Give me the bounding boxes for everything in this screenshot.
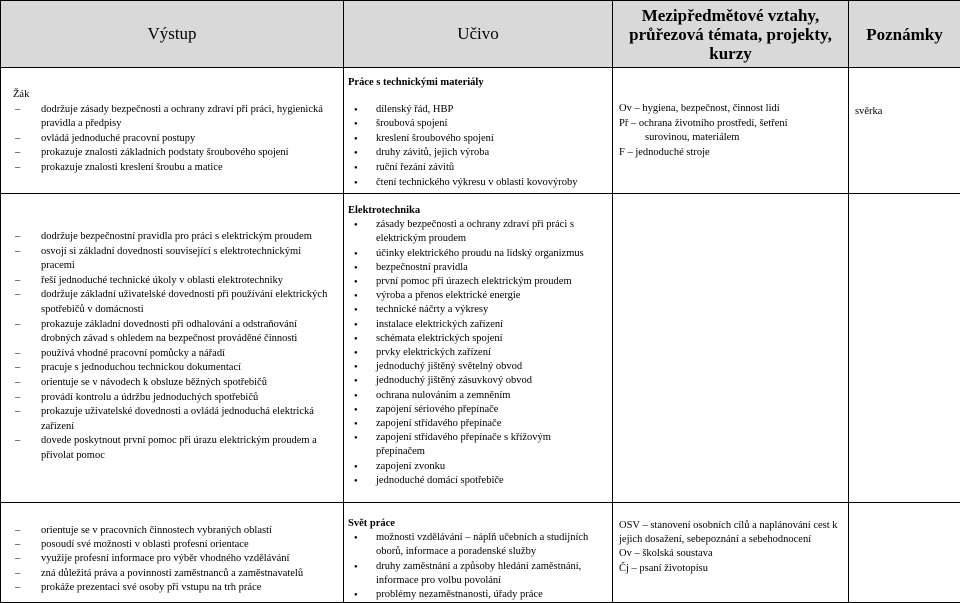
row2-topic-list — [348, 218, 598, 488]
list-item: ● instalace elektrických zařízení — [348, 318, 598, 332]
header-poznamky: Poznámky — [849, 1, 960, 68]
list-item: ● zapojení sériového přepínače — [348, 403, 598, 417]
row2-notes-cell — [849, 194, 960, 503]
row3-topics-cell — [344, 503, 613, 603]
list-item: ● technické náčrty a výkresy — [348, 303, 598, 317]
list-item: ● druhy závitů, jejich výroba — [348, 146, 612, 161]
header-vystup: Výstup — [1, 1, 344, 68]
list-item: ● účinky elektrického proudu na lidský organizmus — [348, 247, 598, 261]
list-item: ● ruční řezání závitů — [348, 161, 612, 176]
relation-item: Př – ochrana životního prostředí, šetření surovinou, materiálem — [619, 117, 834, 146]
list-item: – prokazuje znalosti základních podstaty šroubového spojení — [13, 146, 343, 161]
list-item: ● zapojení střídavého přepínače s křížovým přepínačem — [348, 431, 598, 459]
row3-outcome-list — [13, 524, 343, 595]
header-mezipredmetove: Mezipředmětové vztahy, průřezová témata, projekty, kurzy — [613, 1, 849, 68]
list-item: ● šroubová spojení — [348, 117, 612, 132]
row-electrotechnics — [1, 194, 960, 503]
list-item: ● výroba a přenos elektrické energie — [348, 289, 598, 303]
row2-outcome-list — [13, 230, 335, 464]
row3-relations-cell — [613, 503, 849, 603]
row1-outcome-list — [13, 103, 343, 176]
row2-relations-cell — [613, 194, 849, 503]
list-item: – osvojí si základní dovednosti související s elektrotechnickými pracemi — [13, 245, 335, 274]
relation-item: Ov – hygiena, bezpečnost, činnost lidí — [619, 102, 834, 117]
list-item: – prokáže prezentaci své osoby při vstupu na trh práce — [13, 581, 343, 595]
list-item: ● jednoduché domácí spotřebiče — [348, 474, 598, 488]
list-item: ● druhy zaměstnání a způsoby hledání zaměstnání, informace pro volbu povolání — [348, 560, 602, 588]
list-item: ● bezpečnostní pravidla — [348, 261, 598, 275]
list-item: ● ochrana nulováním a zemněním — [348, 389, 598, 403]
relation-item: Ov – školská soustava — [619, 547, 838, 561]
list-item: ● zásady bezpečnosti a ochrany zdraví při práci s elektrickým proudem — [348, 218, 598, 246]
list-item: – zná důležitá práva a povinnosti zaměstnanců a zaměstnavatelů — [13, 567, 343, 581]
list-item: – ovládá jednoduché pracovní postupy — [13, 132, 343, 147]
list-item: – orientuje se v návodech k obsluze běžných spotřebičů — [13, 376, 335, 391]
header-ucivo: Učivo — [344, 1, 613, 68]
list-item: ● první pomoc při úrazech elektrickým proudem — [348, 275, 598, 289]
list-item: – řeší jednoduché technické úkoly v oblasti elektrotechniky — [13, 274, 335, 289]
row3-topic-list — [348, 531, 602, 602]
notes-text: svěrka — [849, 68, 960, 120]
list-item: ● schémata elektrických spojení — [348, 332, 598, 346]
list-item: ● dílenský řád, HBP — [348, 103, 612, 118]
list-item: – dovede poskytnout první pomoc při úrazu elektrickým proudem a přivolat pomoc — [13, 434, 335, 463]
list-item: – dodržuje bezpečnostní pravidla pro práci s elektrickým proudem — [13, 230, 335, 245]
list-item: ● kreslení šroubového spojení — [348, 132, 612, 147]
row1-notes-cell — [849, 68, 960, 194]
relation-item: Čj – psaní životopisu — [619, 562, 838, 576]
list-item: ● jednoduchý jištěný zásuvkový obvod — [348, 374, 598, 388]
relation-item: F – jednoduché stroje — [619, 146, 834, 161]
list-item: ● prvky elektrických zařízení — [348, 346, 598, 360]
list-item: – dodržuje zásady bezpečnosti a ochrany zdraví při práci, hygienická pravidla a předpisy — [13, 103, 343, 132]
topic-title: Práce s technickými materiály — [348, 76, 612, 91]
row2-topics-cell — [344, 194, 613, 503]
relation-item: OSV – stanovení osobních cílů a naplánování cest k jejich dosažení, sebepoznání a sebehodnocení — [619, 519, 838, 547]
list-item: – posoudí své možnosti v oblasti profesní orientace — [13, 538, 343, 552]
list-item: – dodržuje základní uživatelské dovednosti při používání elektrických spotřebičů v domácnosti — [13, 288, 335, 317]
topic-title: Elektrotechnika — [348, 204, 598, 218]
pupil-label: Žák — [13, 88, 343, 103]
list-item: – orientuje se v pracovních činnostech vybraných oblastí — [13, 524, 343, 538]
row3-notes-cell — [849, 503, 960, 603]
row1-relations-cell — [613, 68, 849, 194]
list-item: ● problémy nezaměstnanosti, úřady práce — [348, 588, 602, 602]
row-materials — [1, 68, 960, 194]
list-item: – prokazuje uživatelské dovednosti a ovládá jednoduchá elektrická zařízení — [13, 405, 335, 434]
row3-outcomes-cell — [1, 503, 344, 603]
list-item: – prokazuje znalosti kreslení šroubu a matice — [13, 161, 343, 176]
row1-outcomes-cell — [1, 68, 344, 194]
list-item: – pracuje s jednoduchou technickou dokumentací — [13, 361, 335, 376]
list-item: ● jednoduchý jištěný světelný obvod — [348, 360, 598, 374]
list-item: ● možnosti vzdělávání – náplň učebních a studijních oborů, informace a poradenské služby — [348, 531, 602, 559]
list-item: ● čtení technického výkresu v oblasti kovovýroby — [348, 176, 612, 191]
topic-title: Svět práce — [348, 517, 602, 531]
row1-topics-cell — [344, 68, 613, 194]
list-item: – prokazuje základní dovednosti při odhalování a odstraňování drobných závad s ohledem na bezpečnost prováděné činnosti — [13, 318, 335, 347]
list-item: – používá vhodné pracovní pomůcky a nářadí — [13, 347, 335, 362]
list-item: – provádí kontrolu a údržbu jednoduchých spotřebičů — [13, 391, 335, 406]
list-item: ● zapojení střídavého přepínače — [348, 417, 598, 431]
row2-outcomes-cell — [1, 194, 344, 503]
row1-topic-list — [348, 103, 612, 191]
list-item: – využije profesní informace pro výběr vhodného vzdělávání — [13, 552, 343, 566]
header-row — [1, 1, 960, 68]
row-world-of-work — [1, 503, 960, 603]
list-item: ● zapojení zvonku — [348, 460, 598, 474]
